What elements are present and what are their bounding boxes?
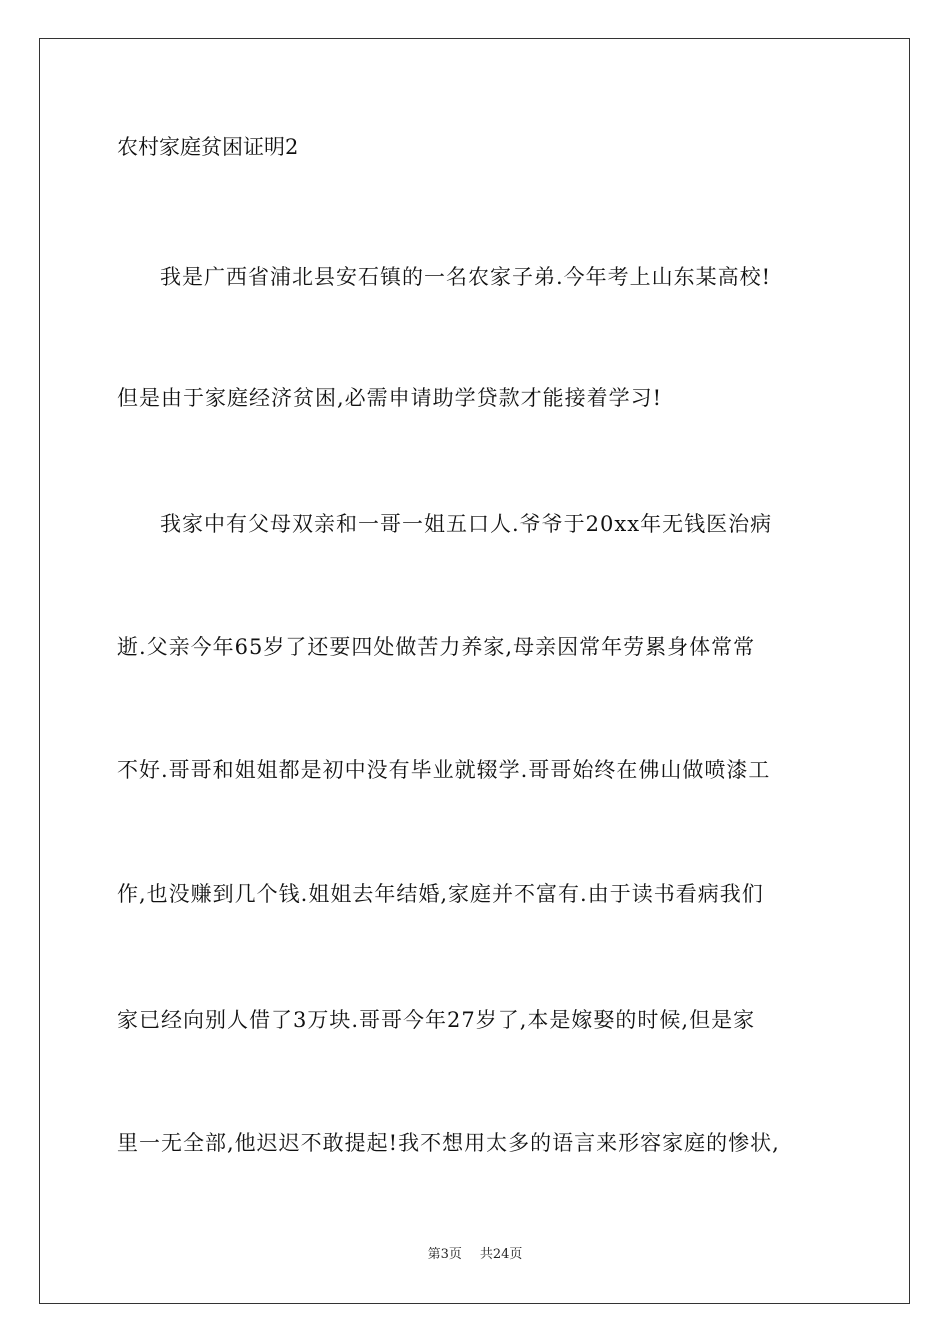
page-border <box>39 38 910 1304</box>
page-number: 第3页 <box>427 1247 462 1262</box>
body-line-2: 但是由于家庭经济贫困,必需申请助学贷款才能接着学习! <box>117 386 663 410</box>
page-total: 共24页 <box>479 1247 523 1262</box>
body-line-1: 我是广西省浦北县安石镇的一名农家子弟.今年考上山东某高校! <box>160 265 772 289</box>
document-title: 农村家庭贫困证明2 <box>117 135 299 159</box>
page-footer <box>0 1246 950 1264</box>
body-line-8: 里一无全部,他迟迟不敢提起!我不想用太多的语言来形容家庭的惨状, <box>117 1131 780 1155</box>
body-line-6: 作,也没赚到几个钱.姐姐去年结婚,家庭并不富有.由于读书看病我们 <box>117 882 764 906</box>
body-line-7: 家已经向别人借了3万块.哥哥今年27岁了,本是嫁娶的时候,但是家 <box>117 1008 756 1032</box>
body-line-5: 不好.哥哥和姐姐都是初中没有毕业就辍学.哥哥始终在佛山做喷漆工 <box>117 758 771 782</box>
body-line-3: 我家中有父母双亲和一哥一姐五口人.爷爷于20xx年无钱医治病 <box>160 512 773 536</box>
body-line-4: 逝.父亲今年65岁了还要四处做苦力养家,母亲因常年劳累身体常常 <box>117 635 756 659</box>
